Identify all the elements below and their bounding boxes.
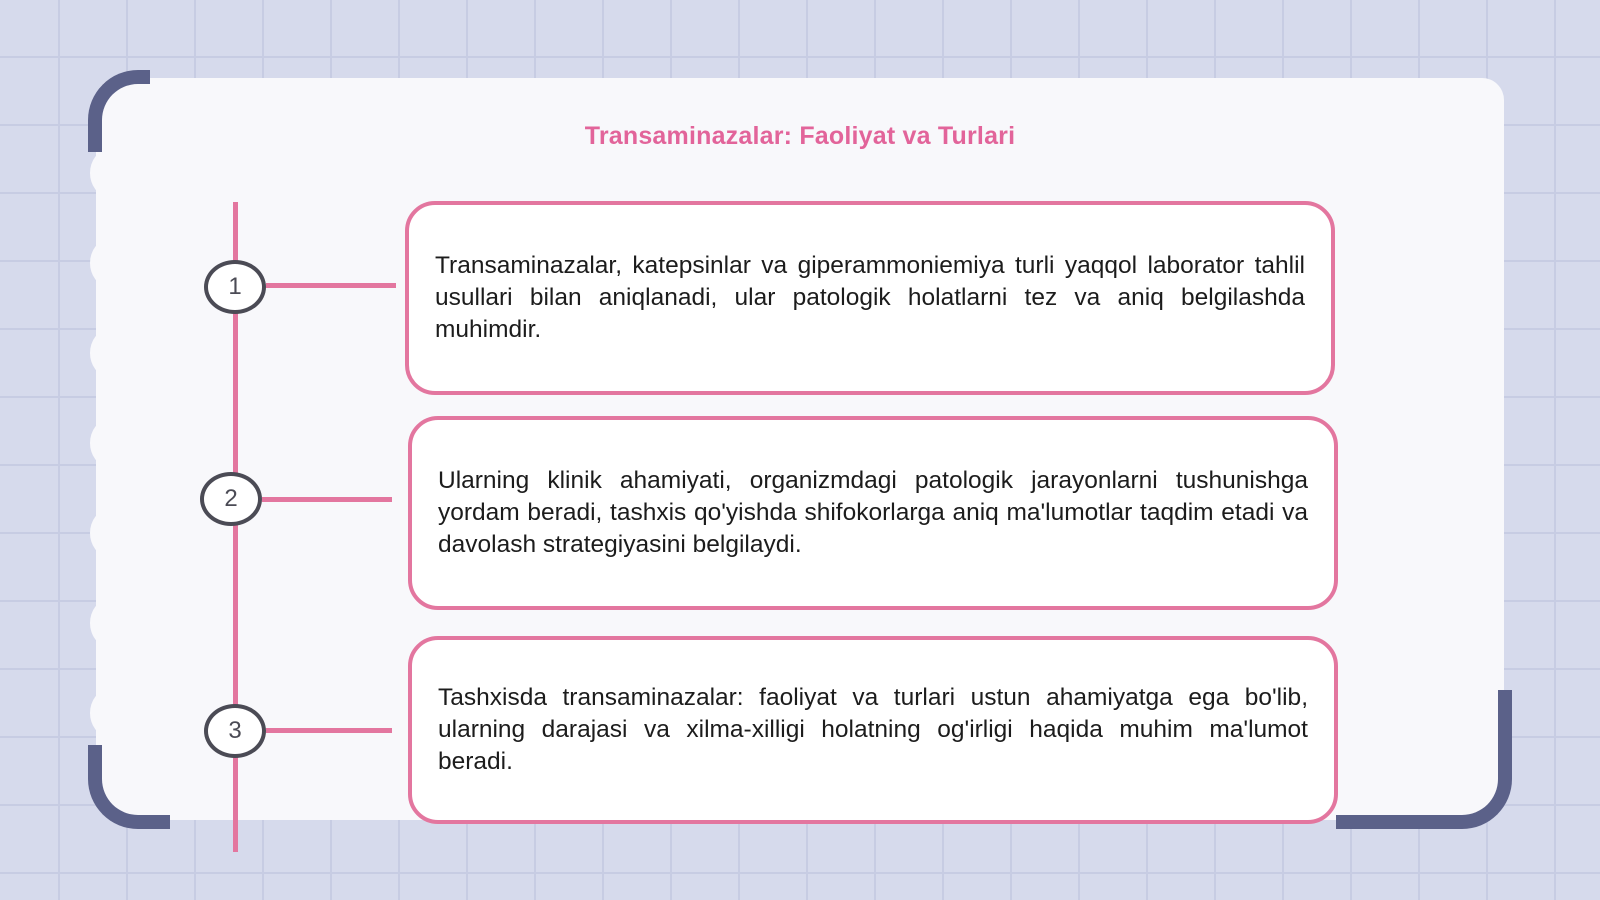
slide-title: Transaminazalar: Faoliyat va Turlari: [584, 122, 1016, 150]
step-marker-2: 2: [200, 472, 262, 526]
corner-bracket-bottom-right: [1336, 690, 1512, 829]
paper-scallop: [90, 240, 126, 286]
step-marker-1: 1: [204, 260, 266, 314]
paper-scallop: [90, 510, 126, 556]
paper-scallop: [90, 420, 126, 466]
timeline-connector: [266, 728, 392, 733]
timeline-card-3: [408, 636, 1338, 824]
timeline-card-text: Transaminazalar, katepsinlar va giperammoniemiya turli yaqqol laborator tahlil usullari bilan aniqlanadi, ular patologik holatlarni tez va aniq belgilashda muhimdir.: [435, 252, 1305, 343]
paper-scallop: [90, 150, 126, 196]
timeline-card-2: [408, 416, 1338, 610]
timeline-connector: [266, 283, 396, 288]
timeline-connector: [262, 497, 392, 502]
timeline-card-text: Tashxisda transaminazalar: faoliyat va turlari ustun ahamiyatga ega bo'lib, ularning darajasi va xilma-xilligi holatning og'irligi haqida muhim ma'lumot beradi.: [438, 684, 1308, 775]
paper-scallop: [90, 690, 126, 736]
corner-bracket-bottom-left: [88, 745, 170, 829]
step-marker-3: 3: [204, 704, 266, 758]
paper-scallop: [90, 330, 126, 376]
paper-scallop: [90, 600, 126, 646]
timeline-card-text: Ularning klinik ahamiyati, organizmdagi patologik jarayonlarni tushunishga yordam beradi, tashxis qo'yishda shifokorlarga aniq ma'lumotlar taqdim etadi va davolash strategiyasini belgilaydi.: [438, 467, 1308, 558]
timeline-card-1: [405, 201, 1335, 395]
